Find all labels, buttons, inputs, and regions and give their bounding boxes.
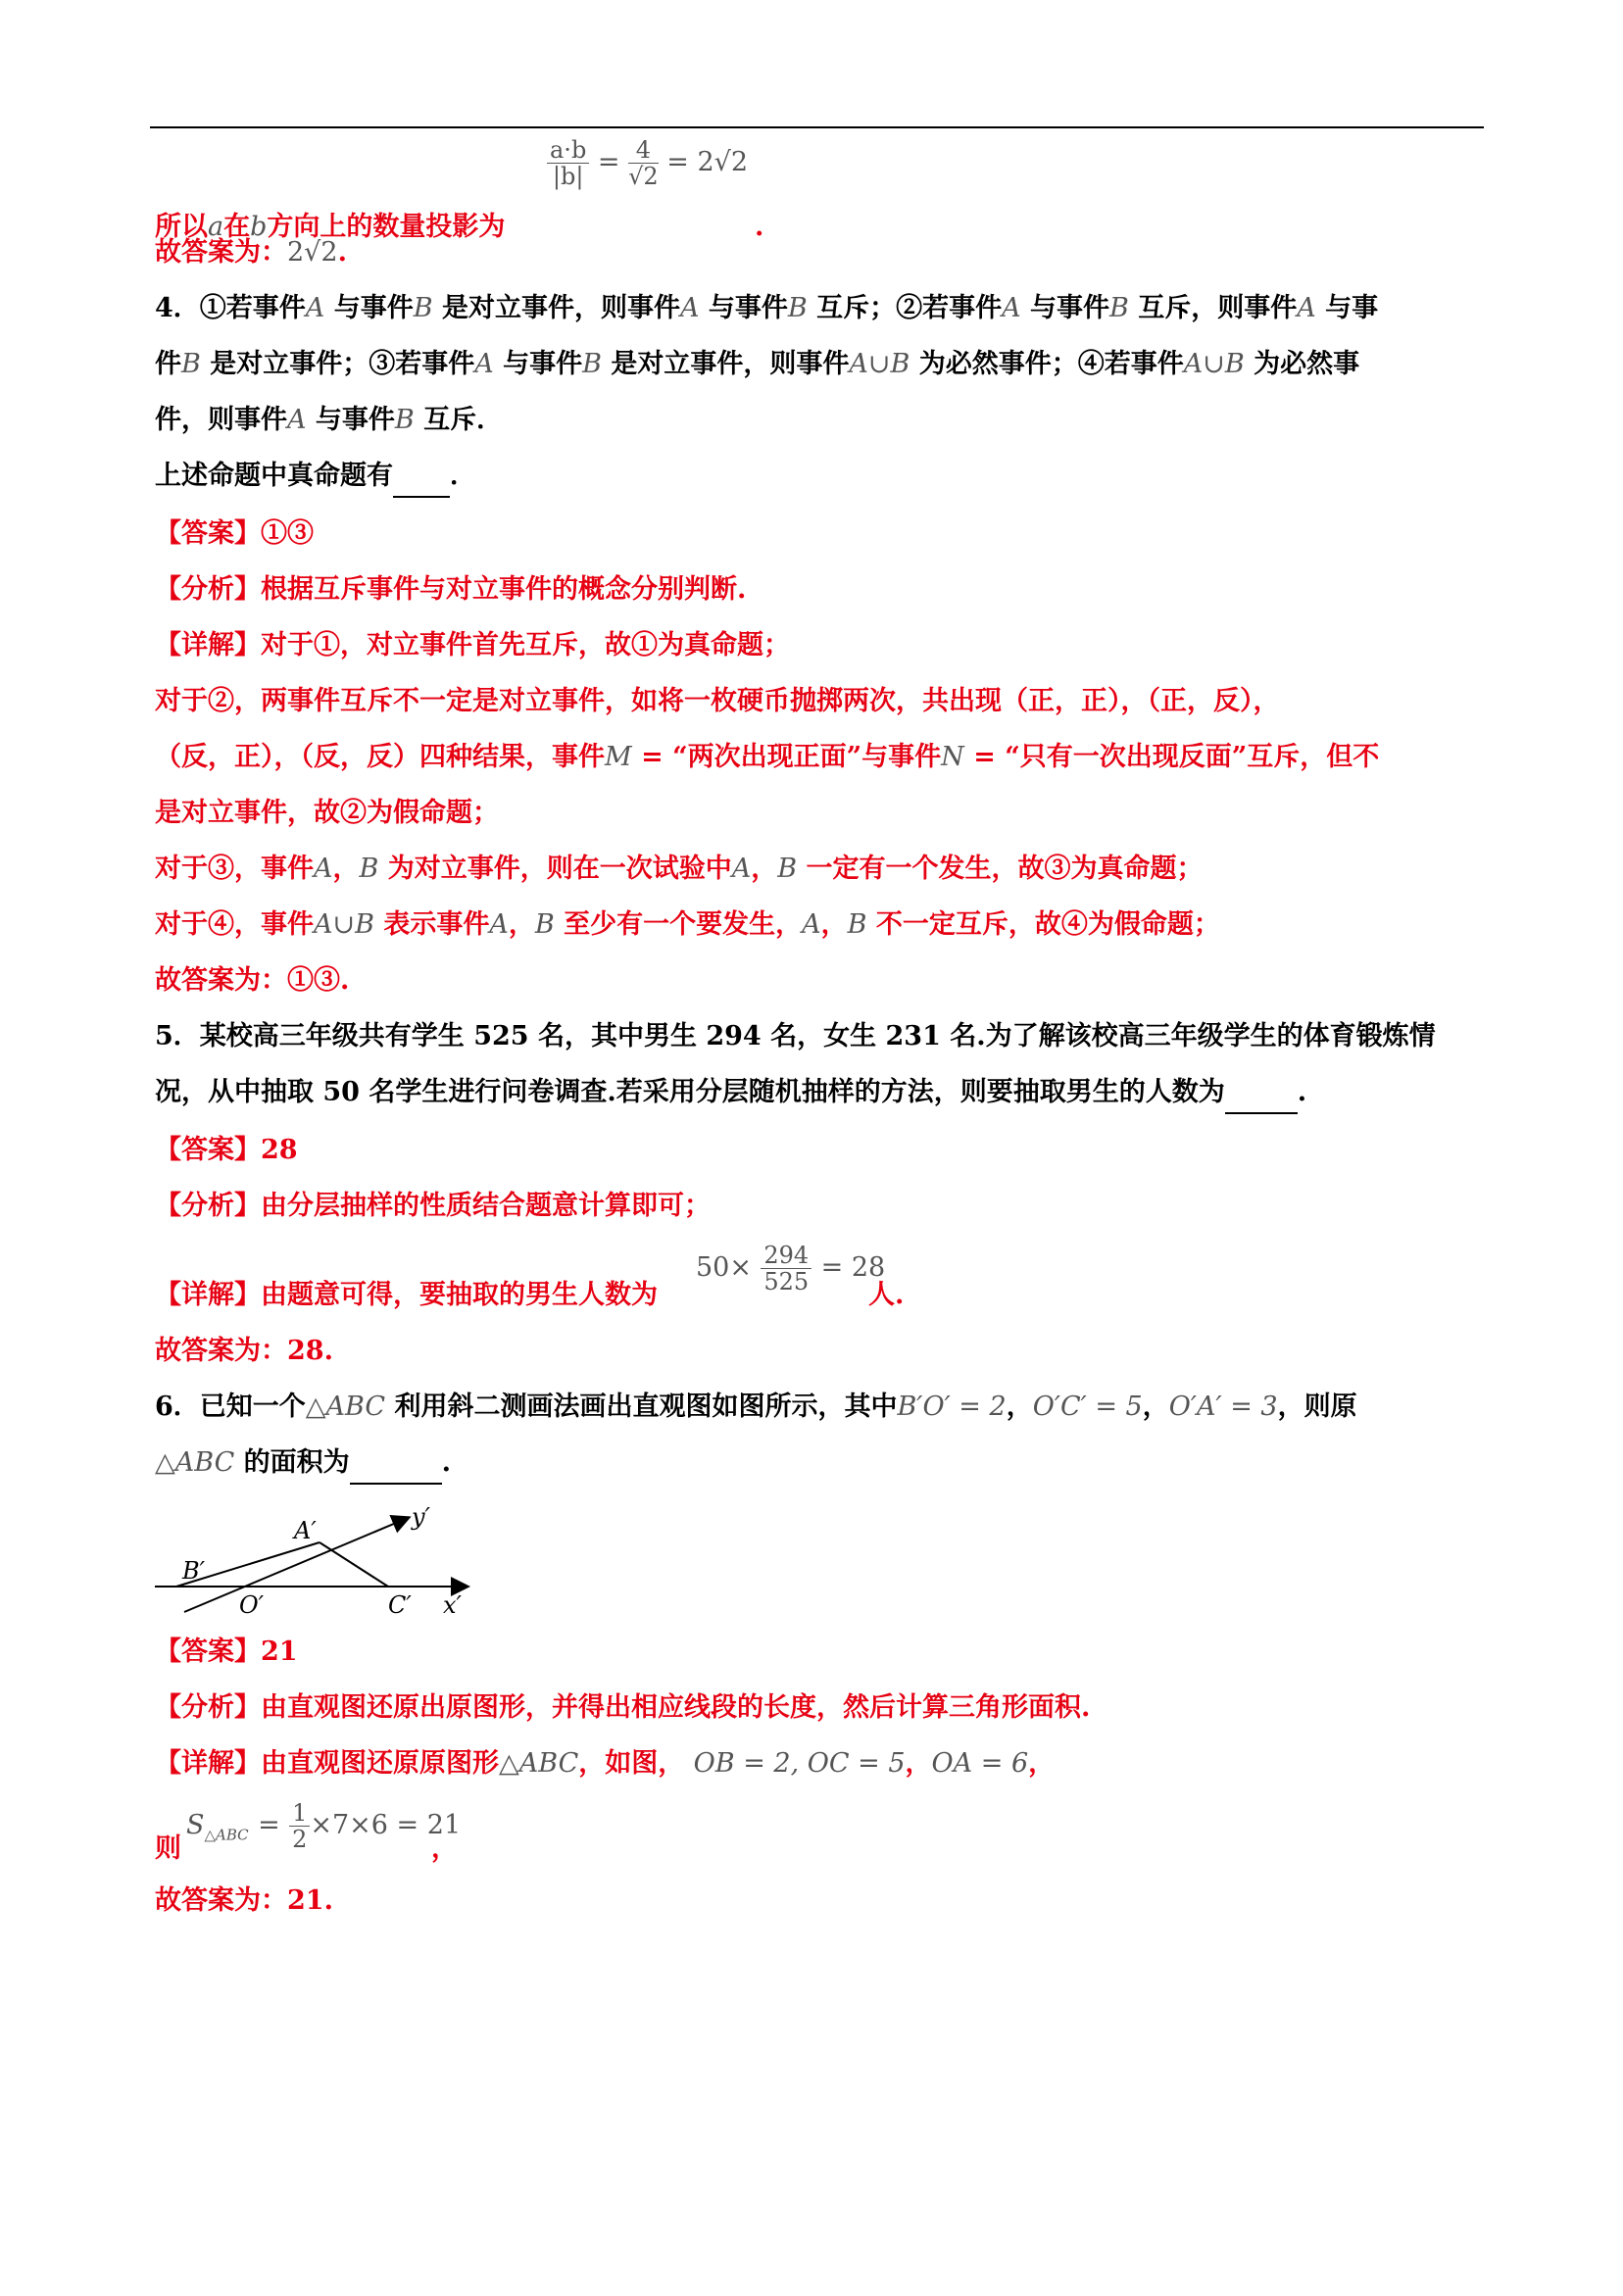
q6-analysis: 【分析】由直观图还原出原图形，并得出相应线段的长度，然后计算三角形面积. (155, 1692, 1091, 1723)
answer-blank (1225, 1073, 1298, 1114)
vector-a: a (208, 212, 224, 242)
label-c: C′ (388, 1591, 412, 1619)
oblique-projection-figure (155, 1501, 478, 1619)
area-formula: $S_{\triangle ABC}$ = $\frac{1}{2}$ ×7×6 = 21 (186, 1799, 462, 1853)
figure-svg (155, 1501, 478, 1619)
q5-line-2: 况，从中抽取 50 名学生进行问卷调查.若采用分层随机抽样的方法，则要抽取男生的人数为 . (155, 1073, 1488, 1114)
q4-line-2: 件B 是对立事件；③若事件A 与事件B 是对立事件，则事件A∪B 为必然事件；④若事件A∪B 为必然事 (155, 349, 1360, 379)
label-b: B′ (182, 1557, 206, 1585)
q6-final-answer: 故答案为：21. (155, 1885, 333, 1916)
q6-answer: 【答案】21 (155, 1637, 298, 1667)
q5-detail: 【详解】由题意可得，要抽取的男生人数为 50× $\frac{294}{525}$ = 28 人. (155, 1242, 905, 1310)
q4-answer: 【答案】①③ (155, 518, 314, 549)
answer-blank (350, 1443, 442, 1485)
q5-answer: 【答案】28 (155, 1135, 298, 1165)
q3-projection-line: 所以a在b方向上的数量投影为 $\frac{a\cdot b}{|b|}$ = $\frac{4}{√2}$ = 2√2 . (155, 136, 764, 242)
q4-line-1: 4．①若事件A 与事件B 是对立事件，则事件A 与事件B 互斥；②若事件A 与事件B 互斥，则事件A 与事 (155, 293, 1379, 323)
q4-detail-5: 对于③，事件A，B 为对立事件，则在一次试验中A，B 一定有一个发生，故③为真命题； (155, 854, 1204, 884)
q5-final-answer: 故答案为：28. (155, 1336, 333, 1366)
q4-detail-1: 【详解】对于①，对立事件首先互斥，故①为真命题； (155, 630, 790, 660)
q3-final-answer: 故答案为：2√2. (155, 237, 347, 268)
q4-detail-6: 对于④，事件A∪B 表示事件A，B 至少有一个要发生，A，B 不一定互斥，故④为假命题； (155, 909, 1220, 940)
label-a: A′ (294, 1517, 317, 1544)
document-body (155, 127, 1488, 1937)
q6-area-formula-line: 则 $S_{\triangle ABC}$ = $\frac{1}{2}$ ×7×6 = 21 ， (155, 1799, 462, 1864)
projection-formula: $\frac{a\cdot b}{|b|}$ = $\frac{4}{√2}$ = 2√2 (547, 137, 748, 189)
vector-b: b (250, 212, 268, 242)
q5-line-1: 5．某校高三年级共有学生 525 名，其中男生 294 名，女生 231 名.为了解该校高三年级学生的体育锻炼情 (155, 1021, 1436, 1051)
q4-final-answer: 故答案为：①③. (155, 965, 350, 996)
q4-detail-4: 是对立事件，故②为假命题； (155, 798, 499, 828)
q6-line-2: △ABC 的面积为 . (155, 1443, 1488, 1485)
q4-line-3: 件，则事件A 与事件B 互斥． (155, 405, 504, 435)
answer-blank (393, 457, 450, 498)
q5-analysis: 【分析】由分层抽样的性质结合题意计算即可； (155, 1191, 711, 1221)
label-o: O′ (239, 1591, 265, 1619)
label-x: x′ (443, 1591, 462, 1619)
q4-question: 上述命题中真命题有 ． (155, 457, 1488, 498)
q4-detail-3: （反，正），（反，反）四种结果，事件M = “两次出现正面”与事件N = “只有一次出现反面”互斥，但不 (155, 742, 1380, 772)
q5-formula: 50× $\frac{294}{525}$ = 28 (696, 1242, 886, 1295)
q4-analysis: 【分析】根据互斥事件与对立事件的概念分别判断. (155, 574, 747, 605)
segment-a-c (320, 1542, 388, 1587)
q6-detail: 【详解】由直观图还原原图形△ABC，如图， OB = 2, OC = 5，OA = 6， (155, 1748, 1056, 1779)
q6-line-1: 6．已知一个△ABC 利用斜二测画法画出直观图如图所示，其中B′O′ = 2，O′C′ = 5，O′A′ = 3，则原 (155, 1392, 1357, 1422)
label-y: y′ (412, 1503, 431, 1531)
q4-detail-2: 对于②，两事件互斥不一定是对立事件，如将一枚硬币抛掷两次，共出现（正，正），（正，反）， (155, 686, 1280, 716)
